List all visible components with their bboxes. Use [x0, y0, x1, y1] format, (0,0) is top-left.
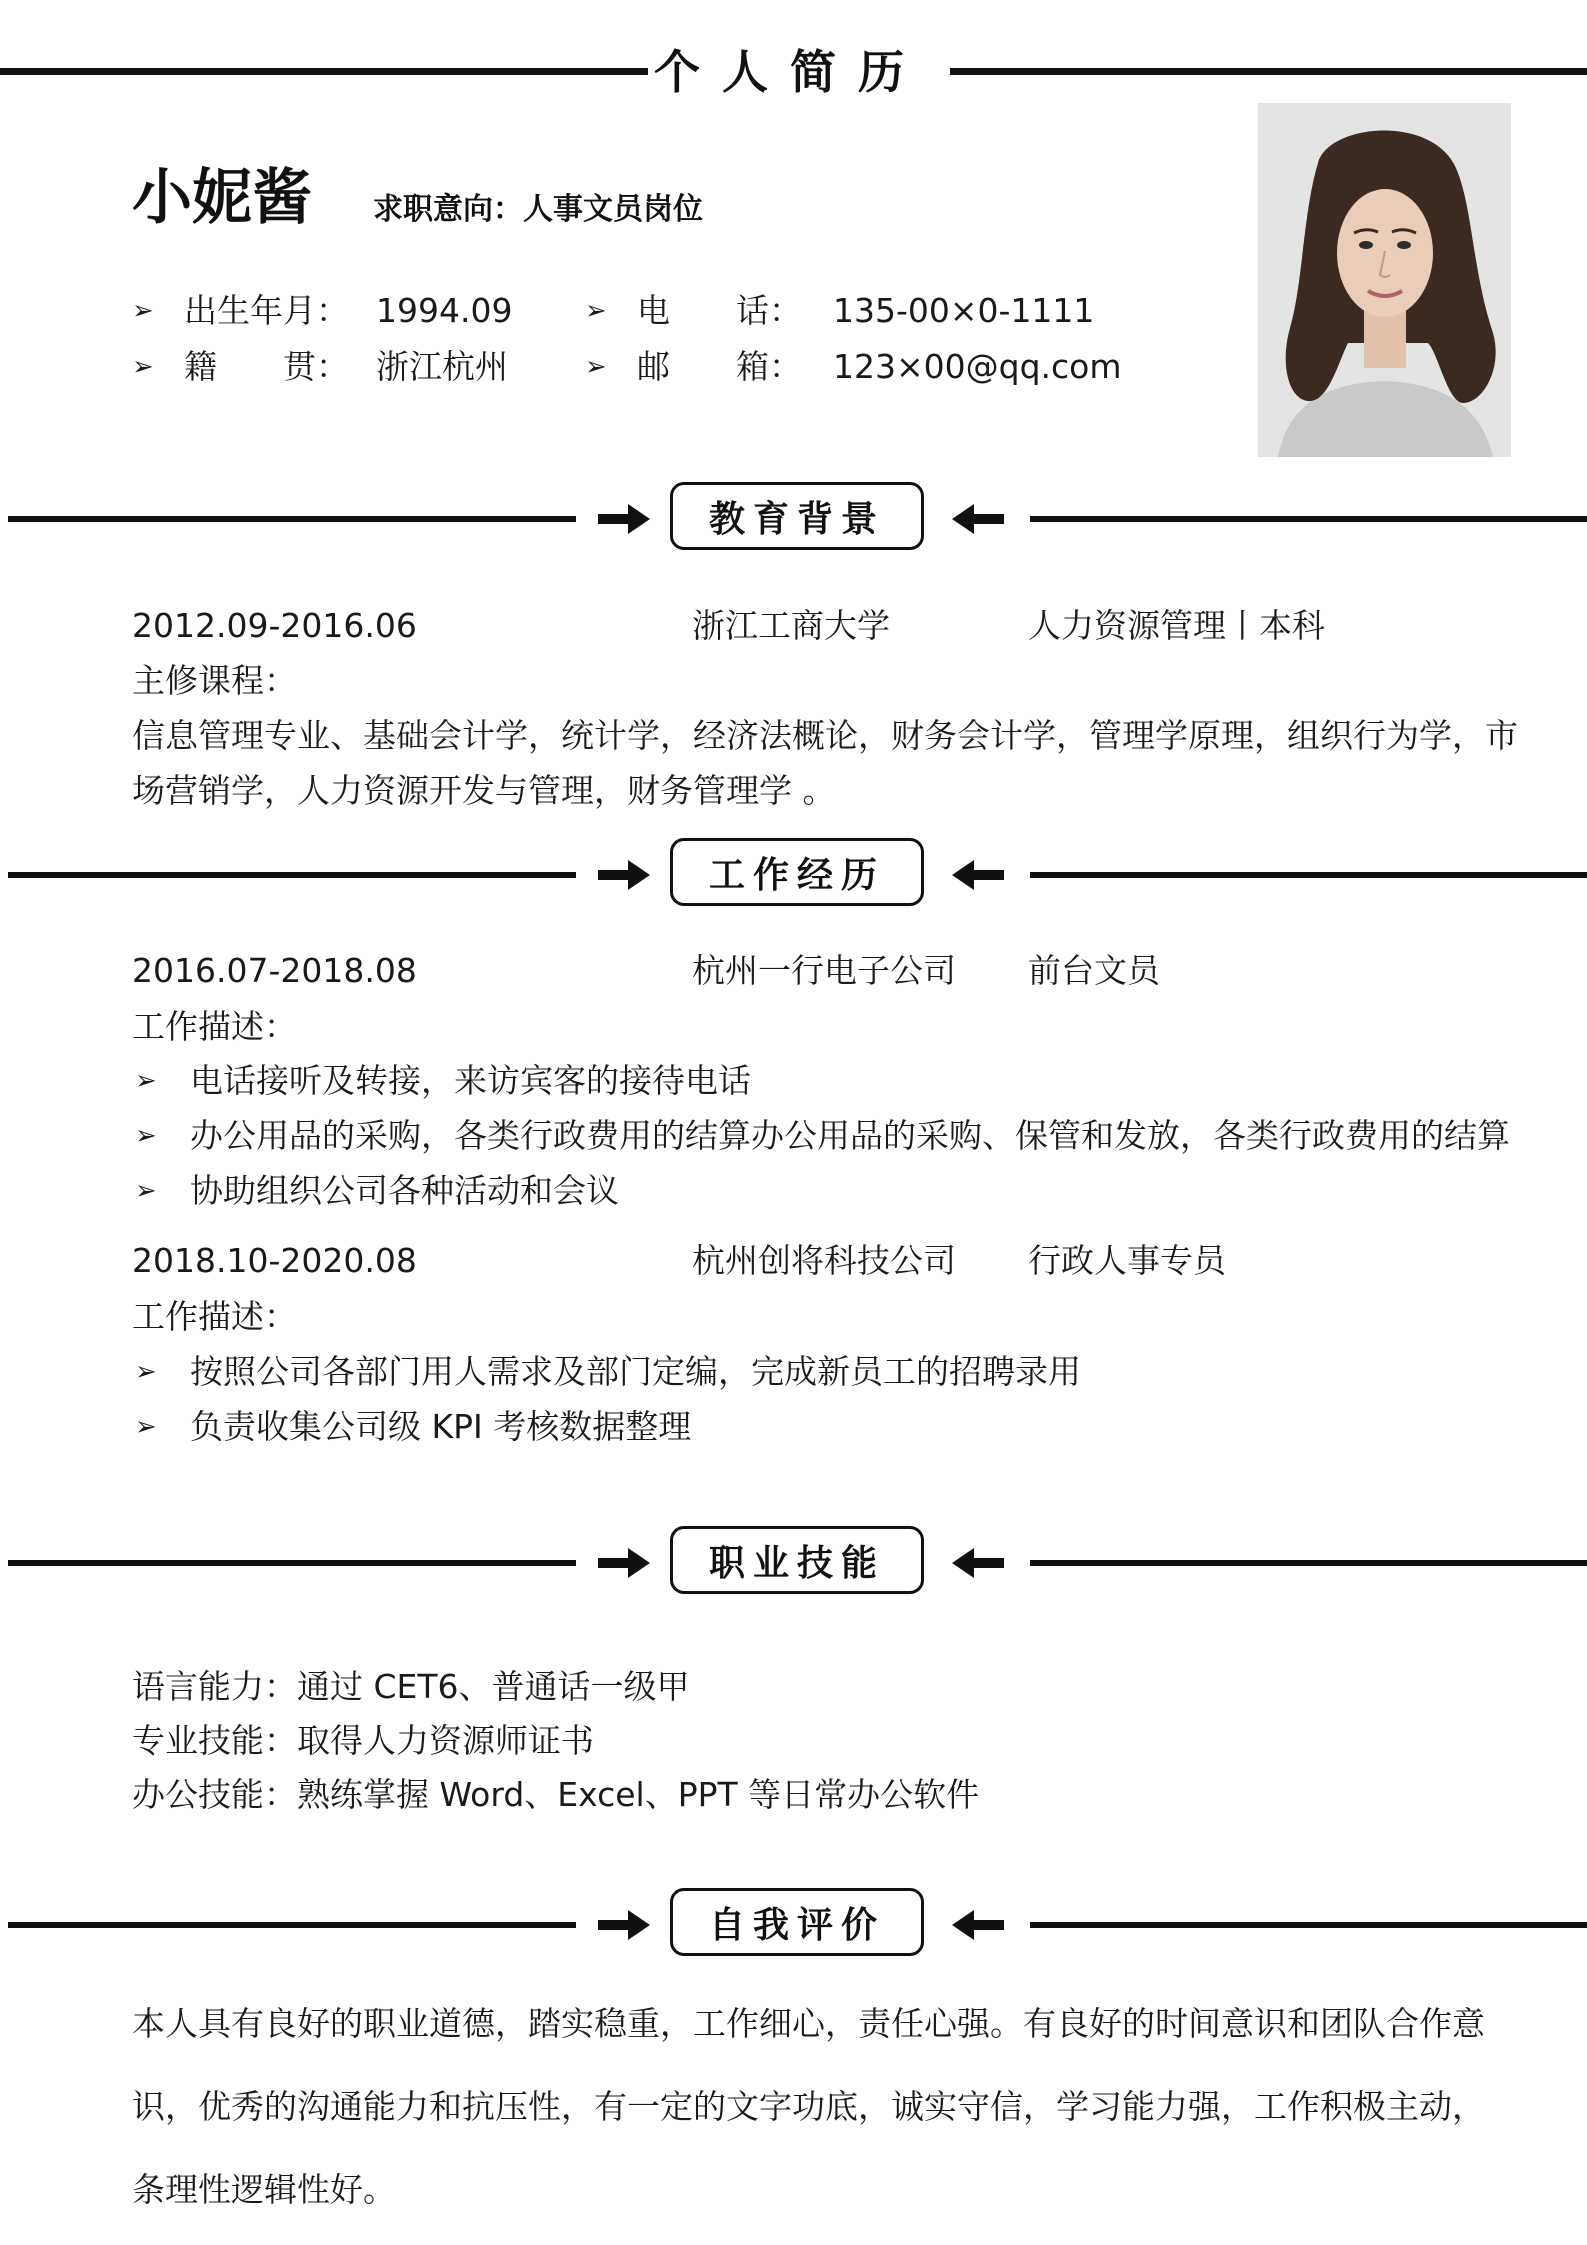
job-duty-text: 办公用品的采购，各类行政费用的结算办公用品的采购、保管和发放，各类行政费用的结算: [190, 1116, 1510, 1155]
arrow-bullet-icon: ➢: [135, 1121, 157, 1151]
section-title: 工作经历: [708, 854, 885, 896]
section-self-eval-header: [0, 1888, 1587, 1962]
info-hometown: [132, 344, 532, 390]
skill-item: 语言能力：通过 CET6、普通话一级甲: [132, 1667, 690, 1706]
info-label: 出生年月：: [184, 291, 349, 330]
section-education-header: [0, 482, 1587, 556]
courses-label: 主修课程：: [132, 661, 297, 700]
info-value: 135-00×0-1111: [833, 291, 1095, 330]
arrow-bullet-icon: ➢: [585, 296, 607, 326]
info-value: 浙江杭州: [376, 347, 508, 386]
info-phone: [585, 288, 1145, 334]
section-title: 教育背景: [708, 498, 885, 540]
skill-item: 办公技能：熟练掌握 Word、Excel、PPT 等日常办公软件: [132, 1775, 980, 1814]
section-rule-right: [1030, 516, 1587, 522]
arrow-right-icon: [598, 1910, 650, 1940]
arrow-left-icon: [952, 1910, 1004, 1940]
arrow-bullet-icon: ➢: [135, 1176, 157, 1206]
education-period: 2012.09-2016.06: [132, 606, 417, 645]
info-value: 1994.09: [376, 291, 513, 330]
self-evaluation-text: 本人具有良好的职业道德，踏实稳重，工作细心，责任心强。有良好的时间意识和团队合作意识，优秀的沟通能力和抗压性，有一定的文字功底，诚实守信，学习能力强，工作积极主动，条理性逻辑性好。: [132, 2004, 1485, 2209]
header-rule-left: [0, 68, 648, 75]
section-rule-right: [1030, 1922, 1587, 1928]
arrow-bullet-icon: ➢: [132, 352, 154, 382]
job-company: 杭州一行电子公司: [692, 951, 956, 990]
arrow-right-icon: [598, 504, 650, 534]
info-birth: [132, 288, 532, 334]
job-period: 2016.07-2018.08: [132, 951, 417, 990]
courses-text-line2: 场营销学，人力资源开发与管理，财务管理学 。: [132, 771, 836, 810]
portrait-illustration: [1258, 103, 1511, 457]
info-label: 籍 贯：: [184, 347, 349, 386]
profile-photo: [1258, 103, 1511, 457]
section-title: 自我评价: [708, 1904, 885, 1946]
job-duty-text: 电话接听及转接，来访宾客的接待电话: [190, 1061, 751, 1100]
arrow-bullet-icon: ➢: [135, 1357, 157, 1387]
info-label: 邮 箱：: [637, 347, 802, 386]
arrow-right-icon: [598, 860, 650, 890]
courses-text-line1: 信息管理专业、基础会计学，统计学，经济法概论，财务会计学，管理学原理，组织行为学，市: [132, 716, 1518, 755]
arrow-bullet-icon: ➢: [135, 1066, 157, 1096]
section-rule-left: [8, 872, 576, 878]
section-title: 职业技能: [708, 1542, 885, 1584]
info-label: 电 话：: [637, 291, 802, 330]
job-period: 2018.10-2020.08: [132, 1241, 417, 1280]
arrow-left-icon: [952, 504, 1004, 534]
info-email: [585, 344, 1145, 390]
section-work-header: [0, 838, 1587, 912]
candidate-name: 小妮酱: [132, 163, 312, 233]
section-rule-left: [8, 1922, 576, 1928]
job-desc-label: 工作描述：: [132, 1007, 297, 1046]
header-rule-right: [950, 68, 1587, 75]
section-title-box: [670, 1526, 924, 1594]
job-intent: 求职意向：人事文员岗位: [373, 192, 703, 227]
arrow-left-icon: [952, 860, 1004, 890]
education-school: 浙江工商大学: [692, 606, 890, 645]
section-rule-left: [8, 1560, 576, 1566]
arrow-bullet-icon: ➢: [132, 296, 154, 326]
section-rule-right: [1030, 872, 1587, 878]
job-desc-label: 工作描述：: [132, 1297, 297, 1336]
arrow-left-icon: [952, 1548, 1004, 1578]
document-title: 个人简历: [654, 45, 926, 99]
job-duty-text: 按照公司各部门用人需求及部门定编，完成新员工的招聘录用: [190, 1352, 1081, 1391]
section-rule-left: [8, 516, 576, 522]
section-title-box: [670, 1888, 924, 1956]
info-value: 123×00@qq.com: [833, 347, 1122, 386]
section-title-box: [670, 838, 924, 906]
education-major: 人力资源管理丨本科: [1028, 606, 1325, 645]
section-rule-right: [1030, 1560, 1587, 1566]
job-company: 杭州创将科技公司: [692, 1241, 956, 1280]
arrow-bullet-icon: ➢: [135, 1412, 157, 1442]
job-position: 前台文员: [1028, 951, 1160, 990]
section-skills-header: [0, 1526, 1587, 1600]
section-title-box: [670, 482, 924, 550]
job-position: 行政人事专员: [1028, 1241, 1226, 1280]
skill-item: 专业技能：取得人力资源师证书: [132, 1721, 594, 1760]
job-duty-text: 协助组织公司各种活动和会议: [190, 1171, 619, 1210]
arrow-right-icon: [598, 1548, 650, 1578]
job-duty-text: 负责收集公司级 KPI 考核数据整理: [190, 1407, 692, 1446]
arrow-bullet-icon: ➢: [585, 352, 607, 382]
